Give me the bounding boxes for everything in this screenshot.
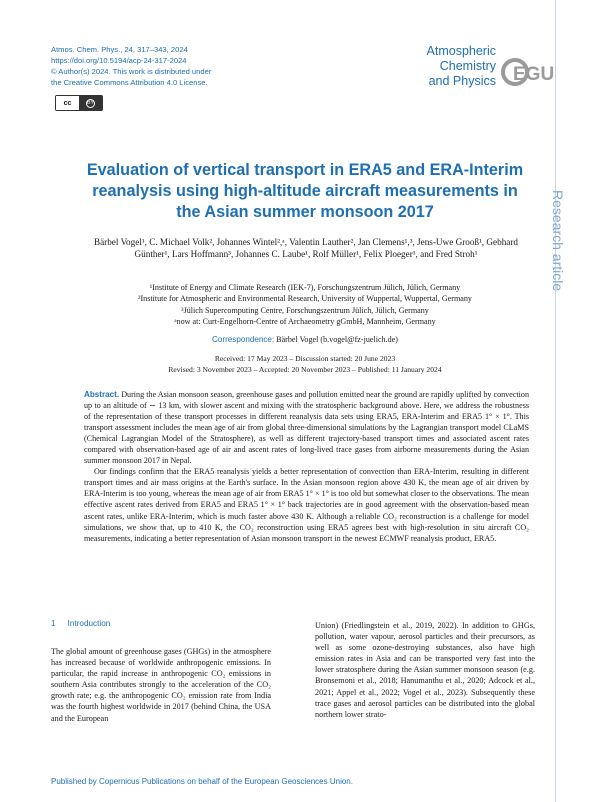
side-rule bbox=[555, 0, 556, 802]
affiliation-item: ¹Institute of Energy and Climate Research (IEK-7), Forschungszentrum Jülich, Jülich, Germany bbox=[149, 283, 461, 292]
abstract-paragraph: During the Asian monsoon season, greenhouse gases and pollution emitted near the ground are rapidly uplifted by convection up to an altitude of ∼ 13 km, with slower ascent and mixing with the stratospheric background above. Here, we address the robustness of the representation of these transport processes in different reanalysis data sets using ERA5, ERA-Interim and ERA5 1° × 1°. This transport assessment includes the mean age of air from global three-dimensional simulations by the Lagrangian transport model CLaMS (Chemical Lagrangian Model of the Stratosphere), as well as different trajectory-based transport times and associated ascent rates compared with observation-based age of air and ascent rates of long-lived trace gases from airborne measurements during the Asian summer monsoon 2017 in Nepal. bbox=[84, 390, 529, 466]
affiliation-item: ᵃnow at: Curt-Engelhorn-Centre of Archaeometry gGmbH, Mannheim, Germany bbox=[174, 316, 436, 326]
journal-name: Atmospheric Chemistry and Physics bbox=[426, 44, 496, 88]
affiliation-item: ²Institute for Atmospheric and Environmental Research, University of Wuppertal, Wuppertal, Germany bbox=[138, 294, 472, 304]
egu-logo-icon bbox=[500, 50, 555, 99]
abstract-paragraph: Our findings confirm that the ERA5 reanalysis yields a better representation of convection than ERA-Interim, resulting in different transport times and air mass origins at the Earth's surface. In the Asian monsoon region above 430 K, the mean age of air driven by ERA-Interim is too young, whereas the mean age of air from ERA5 1° × 1° is too old but somewhat closer to the observations. The mean effective ascent rates derived from ERA5 and ERA5 1° × 1° back trajectories are in good agreement with the observation-based mean ascent rates, unlike ERA-Interim, which is much faster above 430 K. Although a reliable CO₂ reconstruction is a challenge for model simulations, we show that, up to 410 K, the CO₂ reconstruction using ERA5 agrees best with high-resolution in situ aircraft CO₂ measurements, indicating a better representation of Asian monsoon transport in the newest ECMWF reanalysis product, ERA5. bbox=[84, 467, 529, 543]
cc-by-badge[interactable] bbox=[55, 95, 103, 111]
svg-text:EGU: EGU bbox=[513, 64, 555, 85]
intro-column-right: Union) (Friedlingstein et al., 2019, 2022). In addition to GHGs, pollution, water vapour, aerosol particles and their precursors, as well as some ozone-destroying substances, also have high emission rates in Asia and can be transported very fast into the lower stratosphere during the Asian summer monsoon season (e.g. Bronsemoni et al., 2018; Hanumanthu et al., 2020; Adcock et al., 2021; Appel et al., 2022; Vogel et al., 2023). Subsequently these trace gases and aerosol particles can be distributed into the global northern lower strato- bbox=[315, 621, 535, 719]
publication-dates: Received: 17 May 2023 – Discussion started: 20 June 2023 Revised: 3 November 2023 – Accepted: 20 November 2023 – Published: 11 January 2024 bbox=[168, 354, 442, 374]
cc-icon: cc bbox=[56, 96, 79, 110]
license-link[interactable]: the Creative Commons Attribution 4.0 License. bbox=[51, 78, 208, 87]
publisher-footer: Published by Copernicus Publications on behalf of the European Geosciences Union. bbox=[51, 777, 353, 786]
correspondence bbox=[80, 335, 530, 344]
copyright: © Author(s) 2024. This work is distributed under bbox=[51, 67, 212, 76]
correspondence-label: Correspondence: bbox=[212, 335, 275, 344]
affiliation-item: ³Jülich Supercomputing Centre, Forschungszentrum Jülich, Jülich, Germany bbox=[181, 305, 429, 315]
affiliations bbox=[80, 282, 530, 327]
intro-column-left: The global amount of greenhouse gases (GHGs) in the atmosphere has increased because of worldwide anthropogenic emissions. In particular, the rapid increase in anthropogenic CO₂ emissions in southern Asia contributes strongly to the acceleration of the CO₂ growth rate; e.g. the anthropogenic CO₂ emission rate from India was the fourth highest worldwide in 2017 (behind China, the USA and the European bbox=[51, 647, 271, 723]
by-icon: BY bbox=[79, 96, 102, 110]
abstract-heading: Abstract. bbox=[84, 390, 120, 399]
abstract bbox=[84, 389, 529, 544]
paper-title: Evaluation of vertical transport in ERA5 and ERA-Interim reanalysis using high-altitude aircraft measurements in the Asian summer monsoon 2017 bbox=[86, 161, 524, 221]
citation: Atmos. Chem. Phys., 24, 317–343, 2024 bbox=[51, 45, 188, 54]
citation-block bbox=[51, 44, 211, 88]
author-list: Bärbel Vogel¹, C. Michael Volk², Johannes Wintel²,ᵃ, Valentin Lauther², Jan Clemens¹,³, Jens-Uwe Grooß¹, Gebhard Günther¹, Lars Hoffmann³, Johannes C. Laube¹, Rolf Müller¹, Felix Ploeger¹, and Fred Stroh¹ bbox=[93, 237, 519, 260]
doi-link[interactable]: https://doi.org/10.5194/acp-24-317-2024 bbox=[51, 56, 187, 65]
article-type-label: Research article bbox=[550, 190, 566, 292]
correspondence-email[interactable]: Bärbel Vogel (b.vogel@fz-juelich.de) bbox=[276, 335, 398, 344]
section-heading: 1 Introduction bbox=[51, 619, 111, 628]
